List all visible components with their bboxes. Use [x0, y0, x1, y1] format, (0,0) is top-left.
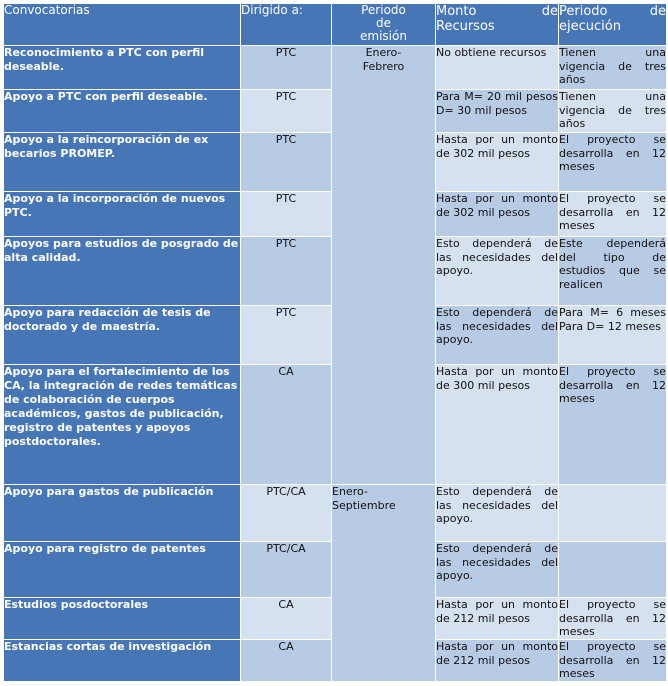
convocatoria-name: Apoyo a PTC con perfil deseable.: [4, 90, 241, 133]
dirigido-cell: PTC: [241, 237, 332, 306]
ejecucion-cell: Para M= 6 meses Para D= 12 meses: [559, 306, 667, 365]
monto-cell: Hasta por un monto de 302 mil pesos: [436, 133, 559, 192]
periodo-line-2: Septiembre: [332, 498, 396, 512]
periodo-line-1: Enero-: [332, 485, 368, 498]
dirigido-cell: PTC: [241, 133, 332, 192]
monto-cell: Para M= 20 mil pesos D= 30 mil pesos: [436, 90, 559, 133]
header-ejecucion-word-1: Periodo: [559, 4, 608, 19]
ejecucion-cell: El proyecto se desarrolla en 12 meses: [559, 192, 667, 237]
periodo-line-1: Enero-: [365, 46, 402, 59]
ejecucion-cell: [559, 542, 667, 598]
header-dirigido: Dirigido a:: [241, 4, 332, 46]
ejecucion-cell: Tienen una vigencia de tres años: [559, 46, 667, 90]
dirigido-cell: PTC: [241, 306, 332, 365]
monto-cell: Esto dependerá de las necesidades del apoyo.: [436, 485, 559, 542]
header-ejecucion-word-3: ejecución: [559, 19, 621, 34]
dirigido-cell: CA: [241, 365, 332, 485]
monto-cell: Esto dependerá de las necesidades del apoyo.: [436, 306, 559, 365]
header-row: [4, 4, 667, 46]
ejecucion-cell: El proyecto se desarrolla en 12 meses: [559, 640, 666, 680]
periodo-emision-cell: [332, 46, 436, 485]
ejecucion-cell: Tienen una vigencia de tres años: [559, 90, 667, 133]
convocatoria-name: Apoyo a la incorporación de nuevos PTC.: [4, 192, 241, 237]
convocatoria-name: Apoyo para redacción de tesis de doctorado y de maestría.: [4, 306, 241, 365]
dirigido-cell: PTC/CA: [241, 542, 332, 598]
header-periodo-line-1: Periodo: [361, 3, 406, 17]
monto-cell: Esto dependerá de las necesidades del apoyo.: [436, 237, 559, 306]
table-row: [4, 46, 667, 90]
header-monto-word-3: Recursos: [436, 19, 495, 34]
convocatoria-name: Reconocimiento a PTC con perfil deseable.: [4, 46, 241, 90]
periodo-emision-cell: [332, 485, 436, 682]
monto-cell: Esto dependerá de las necesidades del apoyo.: [436, 542, 559, 598]
ejecucion-cell: Este dependerá del tipo de estudios que se realicen: [559, 237, 667, 306]
header-ejecucion-word-2: de: [649, 4, 666, 19]
header-monto-word-2: de: [541, 4, 558, 19]
convocatoria-name: Apoyo para registro de patentes: [4, 542, 241, 598]
convocatoria-name: Estudios posdoctorales: [4, 598, 241, 640]
ejecucion-cell: El proyecto se desarrolla en 12 meses: [559, 133, 667, 192]
header-periodo-emision: [332, 4, 436, 46]
monto-cell: Hasta por un monto de 212 mil pesos: [436, 598, 559, 640]
convocatoria-name: Apoyos para estudios de posgrado de alta calidad.: [4, 237, 241, 306]
header-ejecucion: [559, 4, 667, 46]
dirigido-cell: PTC/CA: [241, 485, 332, 542]
convocatorias-table: [3, 3, 667, 682]
header-periodo-line-2: de: [376, 16, 391, 30]
dirigido-cell: CA: [241, 598, 332, 640]
monto-cell: No obtiene recursos: [436, 46, 559, 90]
monto-cell: Hasta por un monto de 212 mil pesos: [436, 640, 559, 682]
ejecucion-cell: El proyecto se desarrolla en 12 meses: [559, 365, 667, 485]
periodo-line-2: Febrero: [362, 59, 405, 73]
convocatoria-name: Estancias cortas de investigación: [4, 640, 241, 682]
ejecucion-cell: [559, 485, 667, 542]
header-monto: [436, 4, 559, 46]
monto-cell: Hasta por un monto de 300 mil pesos: [436, 365, 559, 485]
monto-cell: Hasta por un monto de 302 mil pesos: [436, 192, 559, 237]
convocatoria-name: Apoyo para gastos de publicación: [4, 485, 241, 542]
header-monto-word-1: Monto: [436, 4, 477, 19]
dirigido-cell: PTC: [241, 46, 332, 90]
ejecucion-cell: El proyecto se desarrolla en 12 meses: [559, 598, 666, 638]
dirigido-cell: CA: [241, 640, 332, 682]
dirigido-cell: PTC: [241, 90, 332, 133]
convocatoria-name: Apoyo a la reincorporación de ex becarios PROMEP.: [4, 133, 241, 192]
header-convocatorias: Convocatorias: [4, 4, 241, 46]
dirigido-cell: PTC: [241, 192, 332, 237]
table-row: [4, 485, 667, 542]
header-periodo-line-3: emisión: [360, 29, 407, 43]
convocatoria-name: Apoyo para el fortalecimiento de los CA, la integración de redes temáticas de colaboración de cuerpos académicos, gastos de publicación, registro de patentes y apoyos postdoctorales.: [4, 365, 241, 485]
